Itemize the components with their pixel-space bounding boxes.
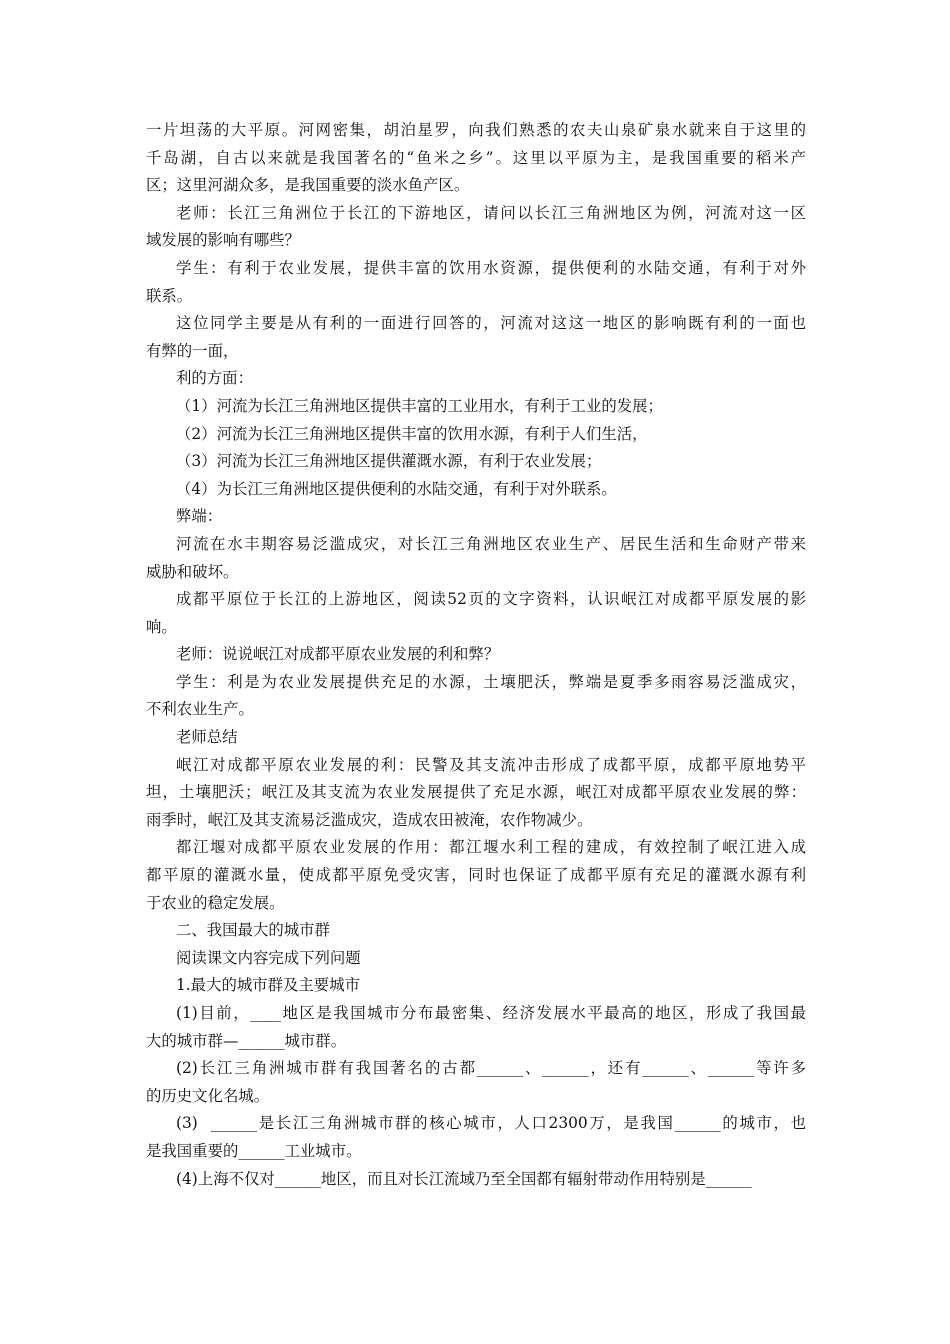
text-line: 于农业的稳定发展。 (146, 893, 285, 912)
text-line: 联系。 (146, 286, 193, 305)
text-line: （4）为长江三角洲地区提供便利的水陆交通，有利于对外联系。 (176, 479, 617, 498)
document-page (146, 117, 806, 1193)
text-line: 的历史文化名城。 (146, 1086, 270, 1105)
text-line: 雨季时，岷江及其支流易泛滥成灾，造成农田被淹，农作物减少。 (146, 810, 593, 829)
paragraph (146, 641, 806, 669)
text-line: 不利农业生产。 (146, 700, 254, 719)
text-line: 二、我国最大的城市群 (176, 921, 330, 940)
paragraph (146, 834, 806, 917)
paragraph (146, 972, 806, 1000)
text-line: 大的城市群—______城市群。 (146, 1031, 347, 1050)
text-line: （3）河流为长江三角洲地区提供灌溉水源，有利于农业发展； (176, 452, 602, 471)
text-line: 老师：说说岷江对成都平原农业发展的利和弊？ (176, 645, 500, 664)
paragraph (146, 1110, 806, 1165)
paragraph (146, 476, 806, 504)
text-line: 一片坦荡的大平原。河网密集，胡泊星罗，向我们熟悉的农夫山泉矿泉水就来自于这里的 (146, 121, 806, 139)
text-line: 都江堰对成都平原农业发展的作用：都江堰水利工程的建成，有效控制了岷江进入成 (176, 838, 806, 857)
paragraph (146, 724, 806, 752)
text-line: 老师总结 (176, 728, 238, 747)
text-line: (4)上海不仅对______地区，而且对长江流域乃至全国都有辐射带动作用特别是______ (176, 1169, 752, 1188)
text-line: (2)长江三角洲城市群有我国著名的古都______、______，还有______、______等许多 (176, 1059, 806, 1078)
text-line: 是我国重要的______工业城市。 (146, 1141, 362, 1160)
text-line: 这位同学主要是从有利的一面进行回答的，河流对这这一地区的影响既有利的一面也 (176, 314, 806, 333)
paragraph (146, 752, 806, 835)
paragraph (146, 393, 806, 421)
paragraph (146, 669, 806, 724)
paragraph (146, 1166, 806, 1194)
text-line: 响。 (146, 617, 177, 636)
text-line: 老师：长江三角洲位于长江的下游地区，请问以长江三角洲地区为例，河流对这一区 (176, 203, 806, 222)
paragraph (146, 117, 806, 200)
text-line: 岷江对成都平原农业发展的利：民警及其支流冲击形成了成都平原，成都平原地势平 (176, 755, 806, 774)
paragraph (146, 310, 806, 365)
paragraph (146, 531, 806, 586)
text-line: (3) ______是长江三角洲城市群的核心城市，人口2300万，是我国______的城市，也 (176, 1114, 806, 1133)
paragraph (146, 448, 806, 476)
text-line: 区；这里河湖众多，是我国重要的淡水鱼产区。 (146, 176, 470, 195)
text-line: 阅读课文内容完成下列问题 (176, 948, 361, 967)
paragraph (146, 586, 806, 641)
text-line: 学生：有利于农业发展，提供丰富的饮用水资源，提供便利的水陆交通，有利于对外 (176, 258, 806, 277)
text-line: 学生：利是为农业发展提供充足的水源，土壤肥沃，弊端是夏季多雨容易泛滥成灾， (176, 672, 806, 691)
paragraph (146, 255, 806, 310)
text-line: 坦，土壤肥沃；岷江及其支流为农业发展提供了充足水源，岷江对成都平原农业发展的弊： (146, 783, 806, 802)
text-line: 千岛湖，自古以来就是我国著名的“鱼米之乡”。这里以平原为主，是我国重要的稻米产 (146, 148, 806, 167)
paragraph (146, 503, 806, 531)
text-line: 成都平原位于长江的上游地区，阅读52页的文字资料，认识岷江对成都平原发展的影 (176, 590, 806, 609)
text-line: 利的方面： (176, 369, 253, 388)
text-line: 域发展的影响有哪些？ (146, 231, 300, 250)
paragraph (146, 1055, 806, 1110)
text-line: (1)目前，____地区是我国城市分布最密集、经济发展水平最高的地区，形成了我国最 (176, 1004, 806, 1022)
paragraph (146, 945, 806, 973)
text-line: （1）河流为长江三角洲地区提供丰富的工业用水，有利于工业的发展； (176, 396, 663, 415)
paragraph (146, 365, 806, 393)
paragraph (146, 200, 806, 255)
text-line: 有弊的一面， (146, 341, 239, 360)
paragraph (146, 917, 806, 945)
paragraph (146, 421, 806, 449)
paragraph (146, 1000, 806, 1055)
text-line: 弊端： (176, 507, 223, 526)
text-line: 河流在水丰期容易泛滥成灾，对长江三角洲地区农业生产、居民生活和生命财产带来 (176, 534, 806, 553)
text-line: （2）河流为长江三角洲地区提供丰富的饮用水源，有利于人们生活， (176, 424, 648, 443)
text-line: 威胁和破坏。 (146, 562, 239, 581)
text-line: 都平原的灌溉水量，使成都平原免受灾害，同时也保证了成都平原有充足的灌溉水源有利 (146, 866, 806, 885)
text-line: 1.最大的城市群及主要城市 (176, 976, 360, 995)
